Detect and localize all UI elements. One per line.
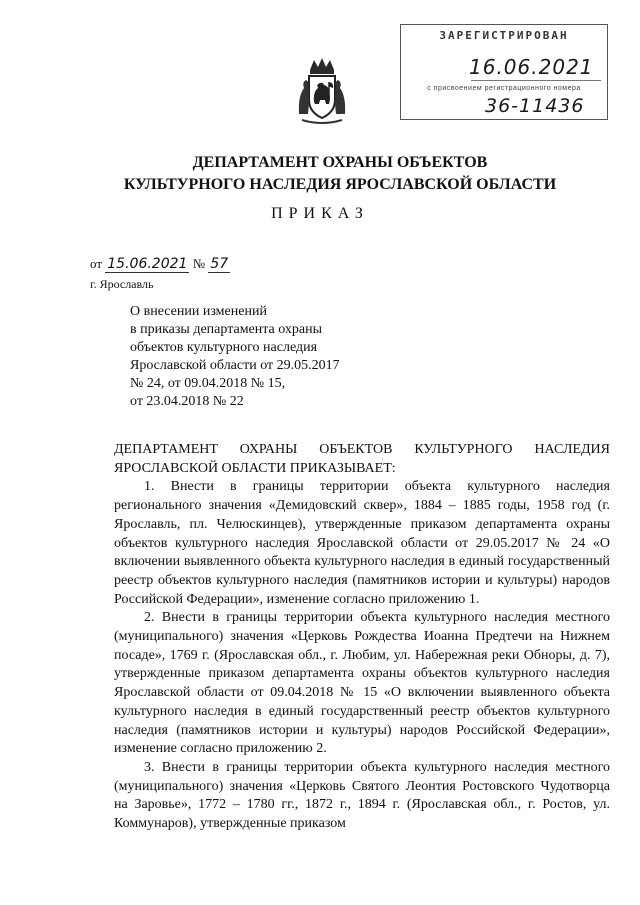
order-body xyxy=(114,441,610,834)
document-type: ПРИКАЗ xyxy=(271,205,369,222)
handwritten-date: 15.06.2021 xyxy=(107,256,188,272)
date-number-line xyxy=(90,256,230,273)
department-line-1: ДЕПАРТАМЕНТ ОХРАНЫ ОБЪЕКТОВ xyxy=(192,154,488,171)
department-name xyxy=(80,152,600,196)
subject-line: от 23.04.2018 № 22 xyxy=(130,394,244,409)
subject-line: Ярославской области от 29.05.2017 xyxy=(130,358,340,373)
handwritten-number: 57 xyxy=(210,256,229,272)
stamp-underline xyxy=(471,80,601,81)
coat-of-arms-icon xyxy=(296,56,348,126)
stamp-number: 36-11436 xyxy=(485,95,585,117)
number-prefix: № xyxy=(192,256,206,271)
department-line-2: КУЛЬТУРНОГО НАСЛЕДИЯ ЯРОСЛАВСКОЙ ОБЛАСТИ xyxy=(123,176,557,193)
subject-line: О внесении изменений xyxy=(130,304,267,319)
registration-stamp xyxy=(400,24,608,120)
subject-line: № 24, от 09.04.2018 № 15, xyxy=(130,376,286,391)
order-item-3: 3. Внести в границы территории объекта культурного наследия местного (муниципального) значения «Церковь Святого Леонтия Ростовского Чудотворца на Заровье», 1772 – 1780 гг., 1872 г., 1894 г. (Ярославская обл., г. Ростов, ул. Коммунаров), утвержденные приказом xyxy=(114,759,610,832)
stamp-note: с присвоением регистрационного номера xyxy=(427,85,581,92)
stamp-title: ЗАРЕГИСТРИРОВАН xyxy=(439,29,569,42)
city: г. Ярославль xyxy=(90,277,154,291)
subject-line: в приказы департамента охраны xyxy=(130,322,323,337)
order-item-1: 1. Внести в границы территории объекта культурного наследия регионального значения «Демидовский сквер», 1884 – 1885 годы, 1958 год (г. Ярославль, пл. Челюскинцев), утвержденные приказом департамента охраны объектов культурного наследия Ярославской области от 29.05.2017 № 24 «О включении выявленного объекта культурного наследия в единый государственный реестр объектов культурного наследия (памятников истории и культуры) народов Российской Федерации», изменение согласно приложению 1. xyxy=(114,479,610,607)
date-prefix: от xyxy=(90,256,103,271)
subject-block xyxy=(130,303,390,411)
subject-line: объектов культурного наследия xyxy=(130,340,318,355)
stamp-date: 16.06.2021 xyxy=(469,55,594,79)
order-intro: ДЕПАРТАМЕНТ ОХРАНЫ ОБЪЕКТОВ КУЛЬТУРНОГО НАСЛЕДИЯ ЯРОСЛАВСКОЙ ОБЛАСТИ ПРИКАЗЫВАЕТ: xyxy=(114,442,610,476)
order-item-2: 2. Внести в границы территории объекта культурного наследия местного (муниципального) значения «Церковь Рождества Иоанна Предтечи на Нижнем посаде», 1769 г. (Ярославская обл., г. Любим, ул. Набережная реки Обноры, д. 7), утвержденные приказом департамента охраны объектов культурного наследия Ярославской области от 09.04.2018 № 15 «О включении выявленного объекта культурного наследия в единый государственный реестр объектов культурного наследия (памятников истории и культуры) народов Российской Федерации», изменение согласно приложению 2. xyxy=(114,610,610,757)
